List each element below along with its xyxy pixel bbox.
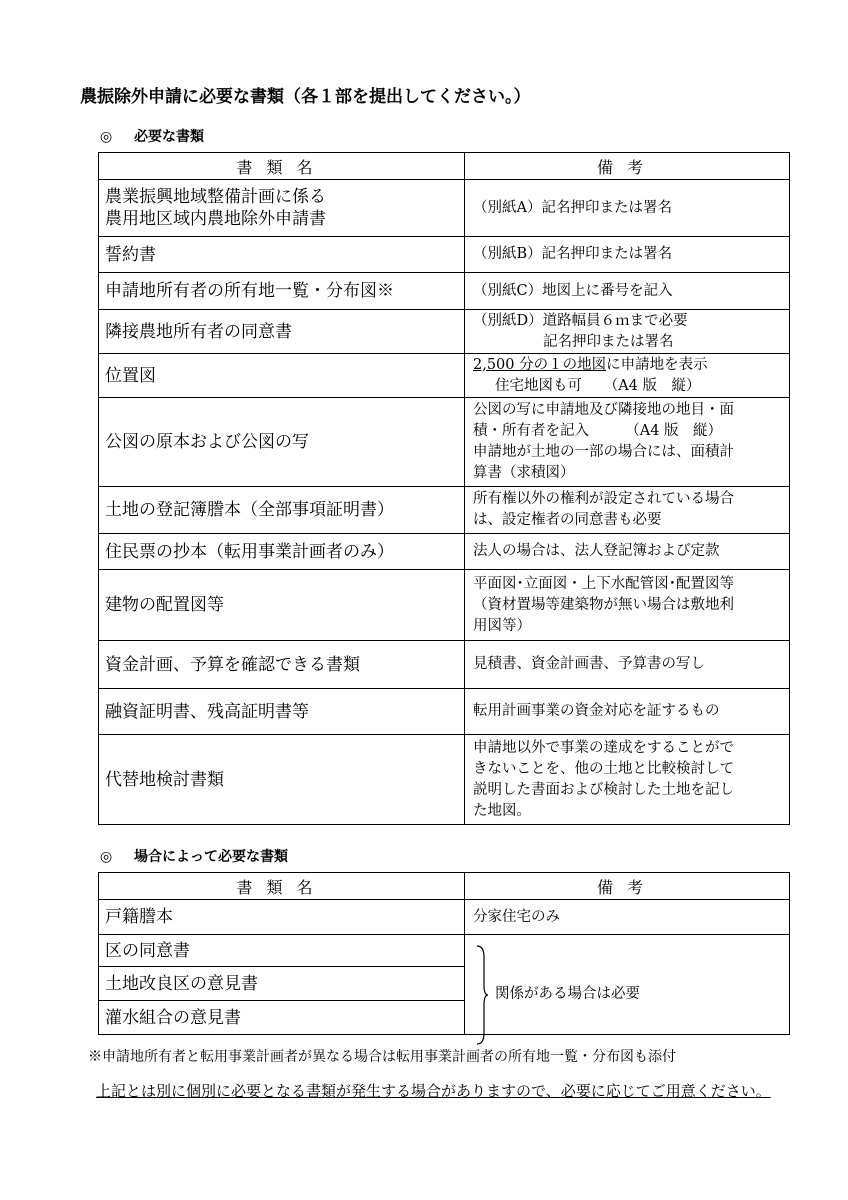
document-name: 建物の配置図等 [99, 570, 465, 641]
document-remark: 申請地以外で事業の達成をすることがで きないことを、他の土地と比較検討して 説明した書面および検討した土地を記し た地図。 [465, 735, 790, 825]
table-header-row [99, 153, 790, 180]
document-name: 農業振興地域整備計画に係る 農用地区域内農地除外申請書 [99, 180, 465, 237]
document-remark: 2,500 分の１の地図に申請地を表示 住宅地図も可 （A4 版 縦） [465, 354, 790, 398]
document-name: 土地改良区の意見書 [99, 967, 465, 1001]
header-document-name: 書類名 [99, 873, 465, 900]
conditional-documents-table [98, 872, 790, 1035]
table-row [99, 935, 790, 967]
document-name: 戸籍謄本 [99, 900, 465, 935]
header-remarks: 備考 [465, 153, 790, 180]
document-name: 区の同意書 [99, 935, 465, 967]
table-row [99, 900, 790, 935]
table-row [99, 570, 790, 641]
section-heading-required [100, 126, 204, 146]
document-remark: （別紙D）道路幅員６ｍまで必要 記名押印または署名 [465, 310, 790, 354]
document-name: 灌水組合の意見書 [99, 1001, 465, 1035]
header-document-name: 書類名 [99, 153, 465, 180]
table-row [99, 354, 790, 398]
closing-note: 上記とは別に個別に必要となる書類が発生する場合がありますので、必要に応じてご用意ください。 [96, 1082, 771, 1100]
section-heading-text: 場合によって必要な書類 [134, 849, 288, 865]
table-row [99, 180, 790, 237]
table-row [99, 689, 790, 735]
document-name: 隣接農地所有者の同意書 [99, 310, 465, 354]
table-row [99, 735, 790, 825]
document-name: 誓約書 [99, 237, 465, 273]
document-name: 代替地検討書類 [99, 735, 465, 825]
document-name: 住民票の抄本（転用事業計画者のみ） [99, 534, 465, 570]
document-remark: 転用計画事業の資金対応を証するもの [465, 689, 790, 735]
document-name: 位置図 [99, 354, 465, 398]
document-remark: 分家住宅のみ [465, 900, 790, 935]
table-row [99, 398, 790, 487]
table-row [99, 273, 790, 310]
page-title: 農振除外申請に必要な書類（各１部を提出してください。） [80, 87, 531, 107]
document-name: 土地の登記簿謄本（全部事項証明書） [99, 487, 465, 534]
document-remark: 平面図･立面図・上下水配管図･配置図等 （資材置場等建築物が無い場合は敷地利 用図等） [465, 570, 790, 641]
group-remark [465, 935, 790, 1035]
document-remark: 法人の場合は、法人登記簿および定款 [465, 534, 790, 570]
curly-brace-icon [475, 945, 489, 1045]
document-remark: （別紙A）記名押印または署名 [465, 180, 790, 237]
table-row [99, 487, 790, 534]
required-documents-table [98, 152, 790, 825]
double-circle-icon: ◎ [100, 129, 113, 145]
document-name: 資金計画、予算を確認できる書類 [99, 641, 465, 689]
document-name: 融資証明書、残高証明書等 [99, 689, 465, 735]
document-remark: 見積書、資金計画書、予算書の写し [465, 641, 790, 689]
header-remarks: 備考 [465, 873, 790, 900]
table-header-row [99, 873, 790, 900]
footnote: ※申請地所有者と転用事業計画者が異なる場合は転用事業計画者の所有地一覧・分布図も添付 [88, 1049, 676, 1065]
document-name: 公図の原本および公図の写 [99, 398, 465, 487]
document-remark: （別紙C）地図上に番号を記入 [465, 273, 790, 310]
document-name: 申請地所有者の所有地一覧・分布図※ [99, 273, 465, 310]
document-remark: 公図の写に申請地及び隣接地の地目・面 積・所有者を記入 （A4 版 縦） 申請地が土地の一部の場合には、面積計 算書（求積図） [465, 398, 790, 487]
table-row [99, 310, 790, 354]
table-row [99, 641, 790, 689]
table-row [99, 237, 790, 273]
double-circle-icon: ◎ [100, 849, 113, 865]
document-remark: （別紙B）記名押印または署名 [465, 237, 790, 273]
table-row [99, 534, 790, 570]
section-heading-conditional [100, 846, 288, 866]
document-remark: 所有権以外の権利が設定されている場合 は、設定権者の同意書も必要 [465, 487, 790, 534]
group-remark-text: 関係がある場合は必要 [495, 986, 640, 1002]
section-heading-text: 必要な書類 [134, 129, 204, 145]
